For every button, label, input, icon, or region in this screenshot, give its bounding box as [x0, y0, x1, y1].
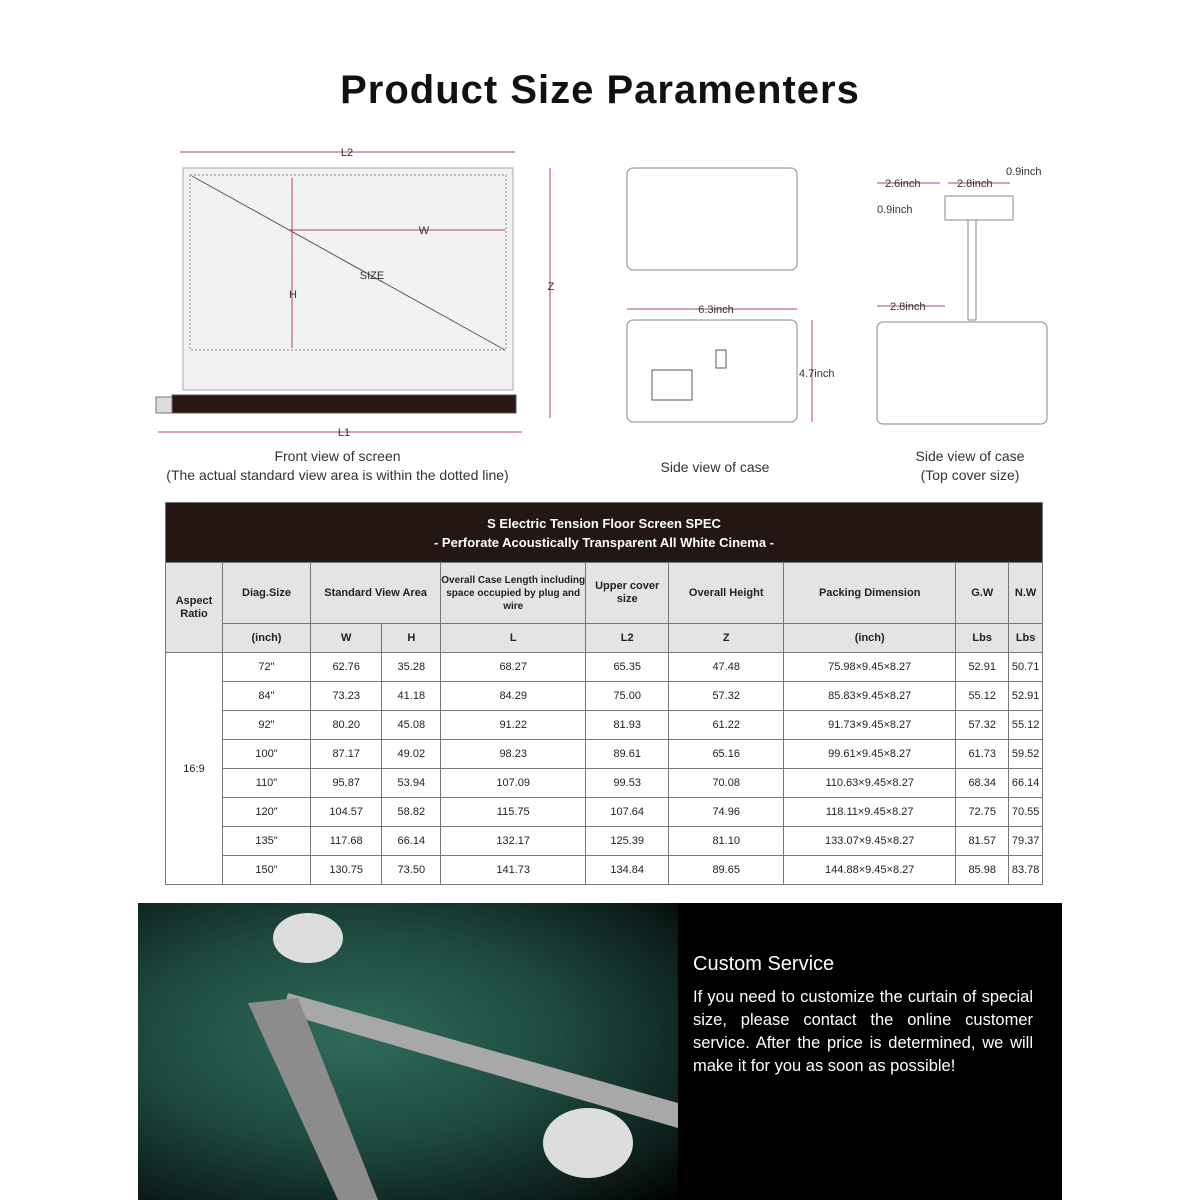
table-cell: 104.57	[311, 798, 382, 827]
table-cell: 62.76	[311, 653, 382, 682]
label-top-b: 2.8inch	[957, 178, 993, 190]
table-cell: 134.84	[586, 856, 669, 885]
label-size: SIZE	[359, 270, 385, 282]
table-cell: 95.87	[311, 769, 382, 798]
table-cell: 150"	[223, 856, 311, 885]
table-cell: 115.75	[441, 798, 586, 827]
table-cell: 45.08	[382, 711, 441, 740]
table-cell: 66.14	[1009, 769, 1043, 798]
side-case-caption: Side view of case	[660, 459, 770, 475]
side-top-caption	[870, 447, 1070, 485]
front-view-diagram	[156, 152, 550, 432]
label-l2: L2	[340, 147, 354, 159]
table-cell: 99.61×9.45×8.27	[784, 740, 956, 769]
table-row	[166, 711, 1043, 740]
custom-service-banner	[138, 903, 1062, 1200]
table-cell: 61.73	[956, 740, 1009, 769]
unit-header: L	[441, 624, 586, 653]
table-cell: 35.28	[382, 653, 441, 682]
table-cell: 58.82	[382, 798, 441, 827]
table-row	[166, 740, 1043, 769]
table-cell: 55.12	[956, 682, 1009, 711]
unit-header: Z	[669, 624, 784, 653]
table-cell: 75.98×9.45×8.27	[784, 653, 956, 682]
table-cell: 107.64	[586, 798, 669, 827]
custom-service-title: Custom Service	[693, 953, 835, 975]
table-cell: 84"	[223, 682, 311, 711]
label-top-d: 0.9inch	[877, 204, 913, 216]
ruler-and-caliper-illustration	[138, 903, 678, 1200]
table-cell: 72"	[223, 653, 311, 682]
table-cell: 91.22	[441, 711, 586, 740]
table-cell: 85.83×9.45×8.27	[784, 682, 956, 711]
header-overall-height: Overall Height	[669, 563, 784, 624]
table-cell: 41.18	[382, 682, 441, 711]
label-top-c: 0.9inch	[1006, 166, 1042, 178]
table-row	[166, 682, 1043, 711]
table-cell: 65.16	[669, 740, 784, 769]
table-cell: 50.71	[1009, 653, 1043, 682]
header-packing: Packing Dimension	[784, 563, 956, 624]
label-w: W	[418, 225, 430, 237]
table-cell: 141.73	[441, 856, 586, 885]
table-cell: 73.50	[382, 856, 441, 885]
table-row	[166, 798, 1043, 827]
unit-header: (inch)	[784, 624, 956, 653]
table-cell: 75.00	[586, 682, 669, 711]
table-cell: 84.29	[441, 682, 586, 711]
table-cell: 133.07×9.45×8.27	[784, 827, 956, 856]
caption-line: Front view of screen	[274, 448, 401, 464]
label-l1: L1	[337, 427, 351, 439]
table-cell: 81.93	[586, 711, 669, 740]
table-cell: 66.14	[382, 827, 441, 856]
unit-header: Lbs	[1009, 624, 1043, 653]
table-cell: 110"	[223, 769, 311, 798]
table-cell: 87.17	[311, 740, 382, 769]
table-cell: 91.73×9.45×8.27	[784, 711, 956, 740]
table-cell: 70.08	[669, 769, 784, 798]
table-cell: 49.02	[382, 740, 441, 769]
page-title: Product Size Paramenters	[340, 68, 860, 112]
table-cell: 130.75	[311, 856, 382, 885]
table-cell: 99.53	[586, 769, 669, 798]
header-view-area: Standard View Area	[311, 563, 441, 624]
table-cell: 100"	[223, 740, 311, 769]
table-cell: 68.34	[956, 769, 1009, 798]
table-cell: 68.27	[441, 653, 586, 682]
header-diag: Diag.Size	[223, 563, 311, 624]
table-cell: 89.65	[669, 856, 784, 885]
table-cell: 72.75	[956, 798, 1009, 827]
table-cell: 144.88×9.45×8.27	[784, 856, 956, 885]
header-nw: N.W	[1009, 563, 1043, 624]
table-title: S Electric Tension Floor Screen SPEC	[487, 515, 721, 531]
table-cell: 81.10	[669, 827, 784, 856]
table-cell: 85.98	[956, 856, 1009, 885]
unit-header: W	[311, 624, 382, 653]
table-row	[166, 653, 1043, 682]
label-top-e: 2.8inch	[890, 301, 926, 313]
front-view-caption	[140, 447, 535, 485]
table-cell: 74.96	[669, 798, 784, 827]
label-h: H	[289, 289, 297, 301]
unit-header: (inch)	[223, 624, 311, 653]
header-upper-cover: Upper cover size	[586, 563, 669, 624]
table-cell: 47.48	[669, 653, 784, 682]
header-aspect: Aspect Ratio	[166, 563, 223, 653]
table-cell: 89.61	[586, 740, 669, 769]
dimension-diagrams	[0, 140, 1200, 450]
table-subtitle: - Perforate Acoustically Transparent All White Cinema -	[433, 534, 774, 550]
label-case-height: 4.7inch	[799, 368, 835, 380]
table-cell: 83.78	[1009, 856, 1043, 885]
spec-table	[165, 502, 1043, 885]
table-cell: 65.35	[586, 653, 669, 682]
table-cell: 125.39	[586, 827, 669, 856]
header-case-length: Overall Case Length including space occupied by plug and wire	[441, 563, 586, 624]
measuring-photo	[138, 903, 678, 1200]
table-cell: 52.91	[956, 653, 1009, 682]
table-cell: 57.32	[669, 682, 784, 711]
unit-header: L2	[586, 624, 669, 653]
table-row	[166, 827, 1043, 856]
aspect-ratio-cell: 16:9	[166, 653, 223, 885]
table-cell: 79.37	[1009, 827, 1043, 856]
table-cell: 107.09	[441, 769, 586, 798]
caption-line: Side view of case	[915, 448, 1025, 464]
custom-service-body: If you need to customize the curtain of special size, please contact the online customer service. After the price is determined, we will make it for you as soon as possible!	[693, 988, 1033, 1075]
table-cell: 98.23	[441, 740, 586, 769]
table-cell: 70.55	[1009, 798, 1043, 827]
table-cell: 92"	[223, 711, 311, 740]
unit-header: H	[382, 624, 441, 653]
header-gw: G.W	[956, 563, 1009, 624]
custom-service-text	[693, 953, 1033, 1078]
table-cell: 80.20	[311, 711, 382, 740]
table-cell: 73.23	[311, 682, 382, 711]
table-cell: 110.63×9.45×8.27	[784, 769, 956, 798]
table-cell: 132.17	[441, 827, 586, 856]
caption-line: (Top cover size)	[920, 467, 1020, 483]
table-cell: 117.68	[311, 827, 382, 856]
table-title-band	[166, 503, 1043, 563]
table-row	[166, 856, 1043, 885]
table-cell: 81.57	[956, 827, 1009, 856]
side-case-diagram	[627, 168, 812, 422]
table-row	[166, 769, 1043, 798]
table-cell: 120"	[223, 798, 311, 827]
table-cell: 61.22	[669, 711, 784, 740]
table-cell: 57.32	[956, 711, 1009, 740]
unit-header: Lbs	[956, 624, 1009, 653]
label-case-width: 6.3inch	[698, 304, 734, 316]
table-cell: 52.91	[1009, 682, 1043, 711]
caption-line: (The actual standard view area is within the dotted line)	[166, 467, 509, 483]
table-cell: 135"	[223, 827, 311, 856]
label-z: Z	[547, 281, 555, 293]
table-cell: 55.12	[1009, 711, 1043, 740]
table-cell: 59.52	[1009, 740, 1043, 769]
label-top-a: 2.6inch	[885, 178, 921, 190]
table-cell: 118.11×9.45×8.27	[784, 798, 956, 827]
table-cell: 53.94	[382, 769, 441, 798]
